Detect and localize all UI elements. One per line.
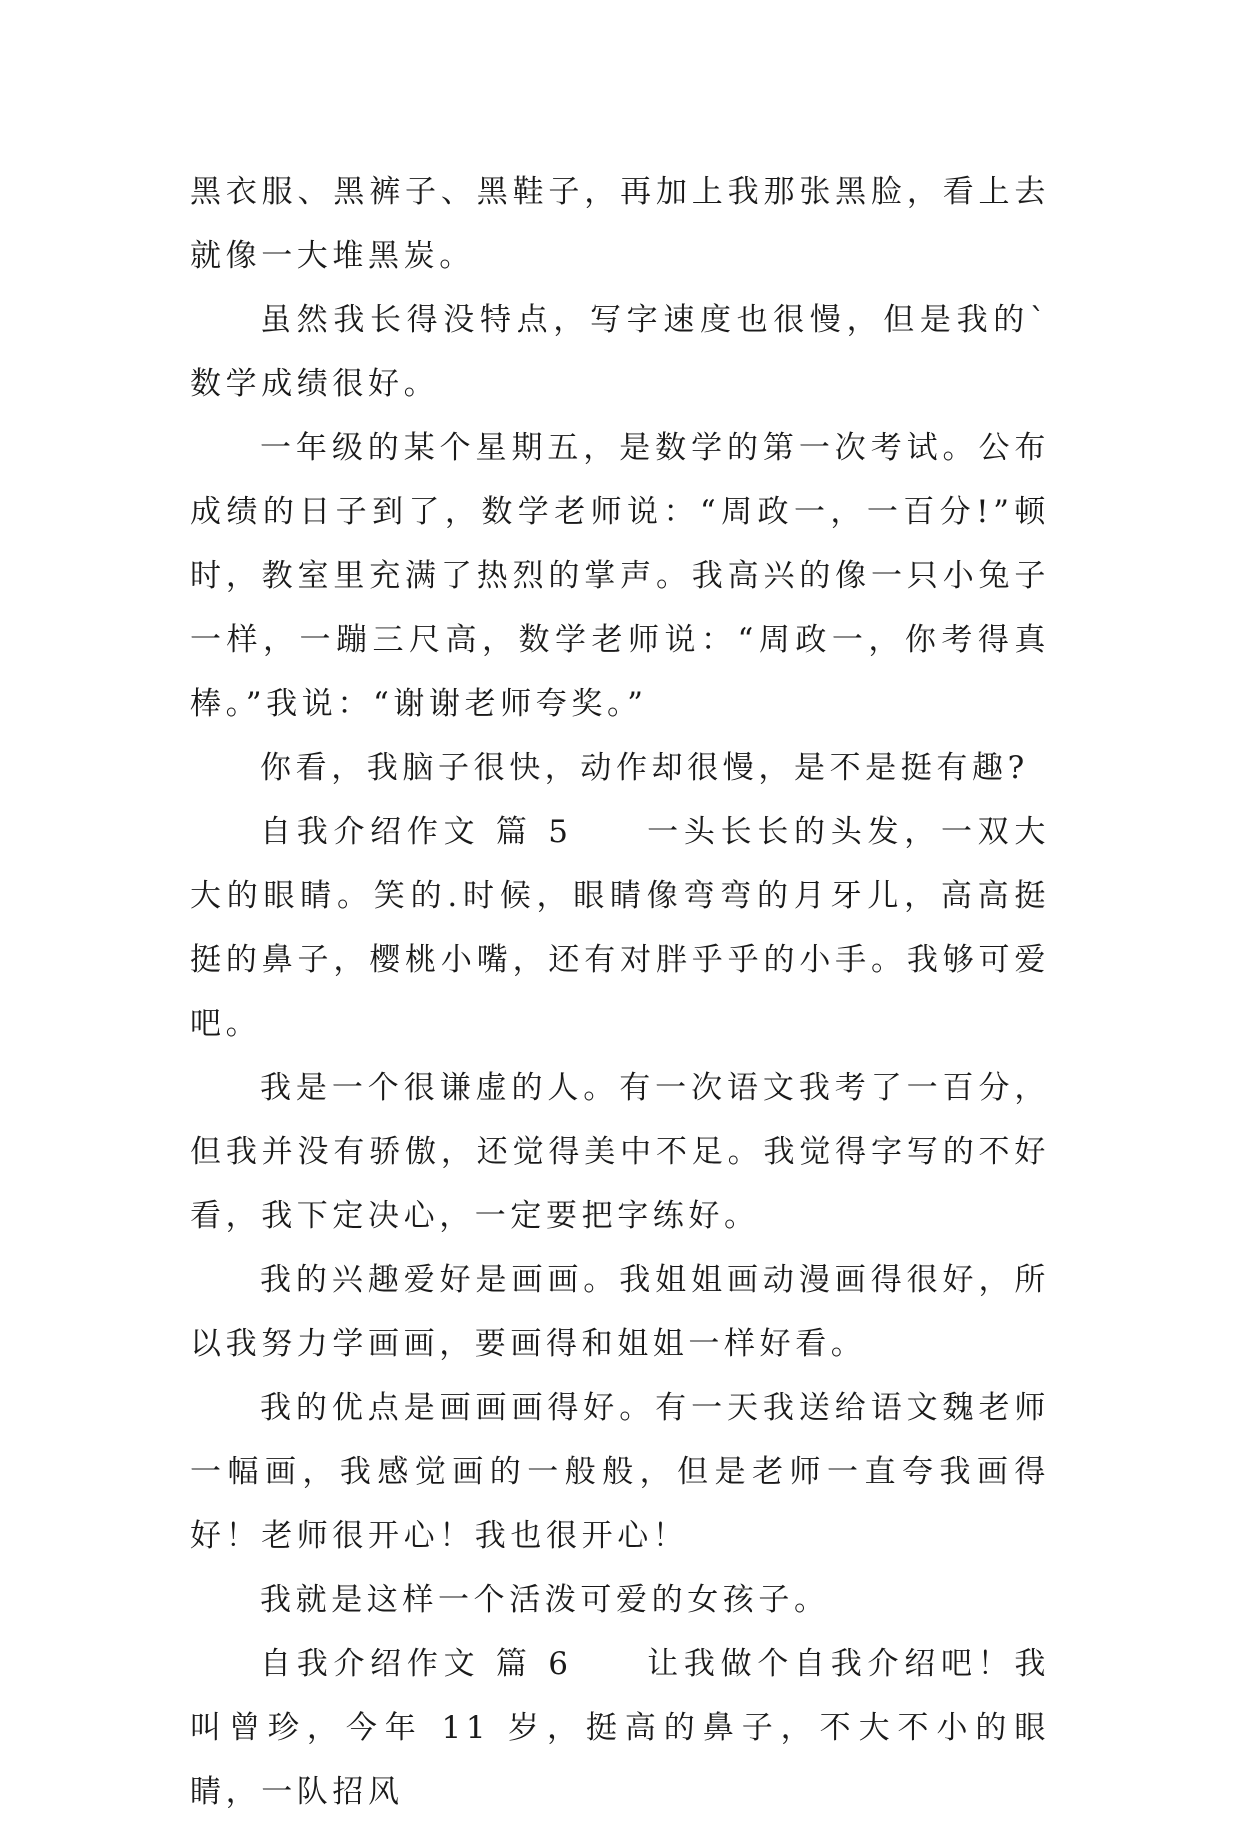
paragraph: 自我介绍作文 篇 6 让我做个自我介绍吧！我叫曾珍，今年 11 岁，挺高的鼻子，不大不小的眼睛，一队招风 [190,1646,1050,1810]
document-body [190,160,1050,1824]
paragraph: 我是一个很谦虚的人。有一次语文我考了一百分，但我并没有骄傲，还觉得美中不足。我觉得字写的不好看，我下定决心，一定要把字练好。 [190,1070,1050,1234]
paragraph: 虽然我长得没特点，写字速度也很慢，但是我的`数学成绩很好。 [190,302,1050,402]
paragraph: 我的优点是画画画得好。有一天我送给语文魏老师一幅画，我感觉画的一般般，但是老师一直夸我画得好！老师很开心！我也很开心！ [190,1390,1050,1554]
paragraph: 一年级的某个星期五，是数学的第一次考试。公布成绩的日子到了，数学老师说：“周政一，一百分!”顿时，教室里充满了热烈的掌声。我高兴的像一只小兔子一样，一蹦三尺高，数学老师说：“周政一，你考得真棒。”我说：“谢谢老师夸奖。” [190,430,1050,722]
paragraph: 你看，我脑子很快，动作却很慢，是不是挺有趣? [260,750,1029,786]
paragraph: 我的兴趣爱好是画画。我姐姐画动漫画得很好，所以我努力学画画，要画得和姐姐一样好看。 [190,1262,1050,1362]
paragraph: 自我介绍作文 篇 5 一头长长的头发，一双大大的眼睛。笑的.时候，眼睛像弯弯的月牙儿，高高挺挺的鼻子，樱桃小嘴，还有对胖乎乎的小手。我够可爱吧。 [190,814,1050,1042]
paragraph: 我就是这样一个活泼可爱的女孩子。 [260,1582,830,1618]
paragraph: 黑衣服、黑裤子、黑鞋子，再加上我那张黑脸，看上去就像一大堆黑炭。 [190,174,1050,274]
